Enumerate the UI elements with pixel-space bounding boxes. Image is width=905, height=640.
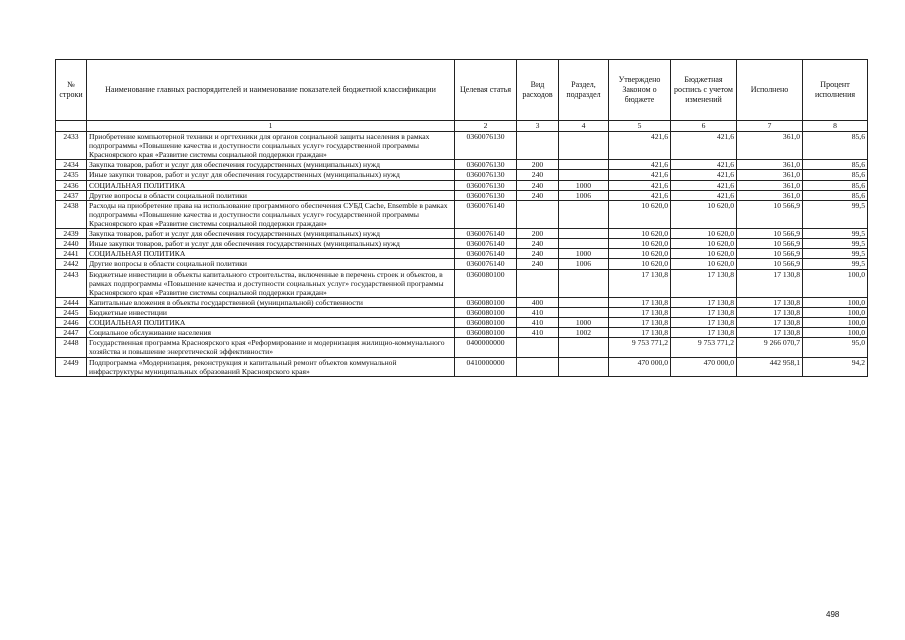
target-article-code: 0360080100 (455, 269, 517, 297)
row-number: 2444 (56, 297, 87, 307)
table-row (56, 249, 868, 259)
approved-amount: 10 620,0 (609, 200, 671, 228)
row-name: Иные закупки товаров, работ и услуг для обеспечения государственных (муниципальных) нужд (87, 239, 455, 249)
section-code: 1000 (559, 180, 609, 190)
budget-schedule-amount: 10 620,0 (671, 239, 737, 249)
executed-amount: 361,0 (737, 170, 803, 180)
header-percent: Процент исполнения (803, 60, 868, 121)
expense-type-code (517, 338, 559, 357)
execution-percent: 99,5 (803, 229, 868, 239)
budget-schedule-amount: 10 620,0 (671, 200, 737, 228)
row-number: 2446 (56, 318, 87, 328)
execution-percent: 100,0 (803, 297, 868, 307)
row-number: 2433 (56, 132, 87, 160)
executed-amount: 17 130,8 (737, 297, 803, 307)
row-name: Государственная программа Красноярского края «Реформирование и модернизация жилищно-коммунального хозяйства и повышение энергетической эффективности» (87, 338, 455, 357)
target-article-code: 0360080100 (455, 297, 517, 307)
budget-schedule-amount: 10 620,0 (671, 249, 737, 259)
table-row (56, 318, 868, 328)
executed-amount: 361,0 (737, 132, 803, 160)
approved-amount: 421,6 (609, 190, 671, 200)
target-article-code: 0360076130 (455, 180, 517, 190)
section-code (559, 307, 609, 317)
executed-amount: 361,0 (737, 190, 803, 200)
section-code (559, 297, 609, 307)
target-article-code: 0410000000 (455, 357, 517, 376)
execution-percent: 99,5 (803, 239, 868, 249)
header-expense-type: Вид расходов (517, 60, 559, 121)
row-number: 2440 (56, 239, 87, 249)
approved-amount: 10 620,0 (609, 239, 671, 249)
executed-amount: 9 266 070,7 (737, 338, 803, 357)
expense-type-code: 200 (517, 160, 559, 170)
target-article-code: 0400000000 (455, 338, 517, 357)
table-row (56, 269, 868, 297)
table-header-row (56, 60, 868, 121)
table-row (56, 180, 868, 190)
approved-amount: 17 130,8 (609, 269, 671, 297)
approved-amount: 10 620,0 (609, 229, 671, 239)
header-row-no: № строки (56, 60, 87, 121)
execution-percent: 100,0 (803, 318, 868, 328)
budget-schedule-amount: 17 130,8 (671, 318, 737, 328)
execution-percent: 100,0 (803, 307, 868, 317)
section-code: 1000 (559, 318, 609, 328)
budget-execution-table (55, 59, 868, 377)
target-article-code: 0360076140 (455, 200, 517, 228)
table-row (56, 160, 868, 170)
approved-amount: 17 130,8 (609, 318, 671, 328)
section-code (559, 132, 609, 160)
budget-schedule-amount: 10 620,0 (671, 259, 737, 269)
expense-type-code (517, 200, 559, 228)
header-executed: Исполнено (737, 60, 803, 121)
row-name: Бюджетные инвестиции в объекты капитального строительства, включенные в перечень строек и объектов, в рамках подпрограммы «Повышение качества и доступности социальных услуг» государственной программы Красноярского края «Развитие системы социальной поддержки граждан» (87, 269, 455, 297)
expense-type-code: 400 (517, 297, 559, 307)
execution-percent: 99,5 (803, 200, 868, 228)
executed-amount: 361,0 (737, 180, 803, 190)
section-code (559, 200, 609, 228)
column-number (56, 121, 87, 132)
row-name: СОЦИАЛЬНАЯ ПОЛИТИКА (87, 180, 455, 190)
budget-schedule-amount: 17 130,8 (671, 269, 737, 297)
table-row (56, 259, 868, 269)
target-article-code: 0360076140 (455, 249, 517, 259)
section-code (559, 170, 609, 180)
expense-type-code (517, 269, 559, 297)
target-article-code: 0360076140 (455, 239, 517, 249)
approved-amount: 17 130,8 (609, 297, 671, 307)
row-name: Расходы на приобретение права на использование программного обеспечения СУБД Cache, Ensemble в рамках подпрограммы «Повышение качества и доступности социальных услуг» государственной программы Красноярского края «Развитие системы социальной поддержки граждан» (87, 200, 455, 228)
execution-percent: 85,6 (803, 180, 868, 190)
execution-percent: 100,0 (803, 269, 868, 297)
execution-percent: 85,6 (803, 132, 868, 160)
header-section: Раздел, подраздел (559, 60, 609, 121)
row-name: Другие вопросы в области социальной политики (87, 190, 455, 200)
execution-percent: 99,5 (803, 259, 868, 269)
target-article-code: 0360076130 (455, 132, 517, 160)
target-article-code: 0360080100 (455, 307, 517, 317)
section-code (559, 229, 609, 239)
column-number: 8 (803, 121, 868, 132)
expense-type-code: 240 (517, 239, 559, 249)
table-row (56, 297, 868, 307)
approved-amount: 10 620,0 (609, 259, 671, 269)
page-number: 498 (826, 610, 840, 619)
expense-type-code: 410 (517, 307, 559, 317)
section-code (559, 357, 609, 376)
section-code: 1000 (559, 249, 609, 259)
column-number: 6 (671, 121, 737, 132)
table-row (56, 307, 868, 317)
table-row (56, 200, 868, 228)
header-target-article: Целевая статья (455, 60, 517, 121)
target-article-code: 0360076130 (455, 170, 517, 180)
section-code: 1006 (559, 190, 609, 200)
section-code (559, 239, 609, 249)
header-name: Наименование главных распорядителей и наименование показателей бюджетной классификации (87, 60, 455, 121)
row-name: СОЦИАЛЬНАЯ ПОЛИТИКА (87, 318, 455, 328)
target-article-code: 0360076140 (455, 259, 517, 269)
column-number: 5 (609, 121, 671, 132)
row-number: 2435 (56, 170, 87, 180)
row-number: 2443 (56, 269, 87, 297)
execution-percent: 94,2 (803, 357, 868, 376)
column-number-row (56, 121, 868, 132)
expense-type-code: 410 (517, 328, 559, 338)
row-number: 2436 (56, 180, 87, 190)
executed-amount: 361,0 (737, 160, 803, 170)
execution-percent: 100,0 (803, 328, 868, 338)
table-row (56, 338, 868, 357)
budget-schedule-amount: 17 130,8 (671, 328, 737, 338)
expense-type-code: 240 (517, 249, 559, 259)
executed-amount: 17 130,8 (737, 318, 803, 328)
execution-percent: 99,5 (803, 249, 868, 259)
expense-type-code: 240 (517, 259, 559, 269)
budget-schedule-amount: 17 130,8 (671, 297, 737, 307)
row-name: Подпрограмма «Модернизация, реконструкция и капитальный ремонт объектов коммунальной инфраструктуры муниципальных образований Красноярского края» (87, 357, 455, 376)
approved-amount: 9 753 771,2 (609, 338, 671, 357)
execution-percent: 85,6 (803, 190, 868, 200)
executed-amount: 10 566,9 (737, 200, 803, 228)
budget-schedule-amount: 10 620,0 (671, 229, 737, 239)
row-number: 2447 (56, 328, 87, 338)
approved-amount: 421,6 (609, 160, 671, 170)
target-article-code: 0360076140 (455, 229, 517, 239)
approved-amount: 17 130,8 (609, 307, 671, 317)
row-number: 2438 (56, 200, 87, 228)
approved-amount: 470 000,0 (609, 357, 671, 376)
section-code (559, 338, 609, 357)
approved-amount: 17 130,8 (609, 328, 671, 338)
section-code (559, 160, 609, 170)
table-row (56, 229, 868, 239)
row-name: Закупка товаров, работ и услуг для обеспечения государственных (муниципальных) нужд (87, 160, 455, 170)
column-number: 1 (87, 121, 455, 132)
expense-type-code: 240 (517, 180, 559, 190)
table-row (56, 190, 868, 200)
section-code: 1002 (559, 328, 609, 338)
target-article-code: 0360076130 (455, 160, 517, 170)
column-number: 4 (559, 121, 609, 132)
expense-type-code: 410 (517, 318, 559, 328)
executed-amount: 10 566,9 (737, 249, 803, 259)
expense-type-code: 240 (517, 190, 559, 200)
approved-amount: 421,6 (609, 180, 671, 190)
executed-amount: 17 130,8 (737, 307, 803, 317)
row-name: Приобретение компьютерной техники и оргтехники для органов социальной защиты населения в рамках подпрограммы «Повышение качества и доступности социальных услуг» государственной программы Красноярского края «Развитие системы социальной поддержки граждан» (87, 132, 455, 160)
row-number: 2441 (56, 249, 87, 259)
executed-amount: 10 566,9 (737, 259, 803, 269)
column-number: 2 (455, 121, 517, 132)
column-number: 7 (737, 121, 803, 132)
budget-schedule-amount: 421,6 (671, 132, 737, 160)
column-number: 3 (517, 121, 559, 132)
execution-percent: 95,0 (803, 338, 868, 357)
executed-amount: 10 566,9 (737, 229, 803, 239)
budget-schedule-amount: 421,6 (671, 180, 737, 190)
executed-amount: 17 130,8 (737, 269, 803, 297)
execution-percent: 85,6 (803, 160, 868, 170)
section-code: 1006 (559, 259, 609, 269)
table-row (56, 239, 868, 249)
table-row (56, 328, 868, 338)
budget-schedule-amount: 470 000,0 (671, 357, 737, 376)
expense-type-code (517, 357, 559, 376)
expense-type-code: 240 (517, 170, 559, 180)
executed-amount: 442 958,1 (737, 357, 803, 376)
header-budget-schedule: Бюджетная роспись с учетом изменений (671, 60, 737, 121)
budget-schedule-amount: 421,6 (671, 160, 737, 170)
row-name: Иные закупки товаров, работ и услуг для обеспечения государственных (муниципальных) нужд (87, 170, 455, 180)
row-number: 2448 (56, 338, 87, 357)
approved-amount: 421,6 (609, 132, 671, 160)
table-row (56, 357, 868, 376)
row-number: 2434 (56, 160, 87, 170)
target-article-code: 0360076130 (455, 190, 517, 200)
target-article-code: 0360080100 (455, 328, 517, 338)
table-row (56, 170, 868, 180)
approved-amount: 10 620,0 (609, 249, 671, 259)
row-number: 2437 (56, 190, 87, 200)
budget-schedule-amount: 17 130,8 (671, 307, 737, 317)
expense-type-code (517, 132, 559, 160)
executed-amount: 10 566,9 (737, 239, 803, 249)
row-number: 2449 (56, 357, 87, 376)
row-name: Другие вопросы в области социальной политики (87, 259, 455, 269)
expense-type-code: 200 (517, 229, 559, 239)
approved-amount: 421,6 (609, 170, 671, 180)
execution-percent: 85,6 (803, 170, 868, 180)
budget-schedule-amount: 421,6 (671, 190, 737, 200)
table-row (56, 132, 868, 160)
executed-amount: 17 130,8 (737, 328, 803, 338)
row-name: Социальное обслуживание населения (87, 328, 455, 338)
table-body (56, 132, 868, 377)
row-number: 2442 (56, 259, 87, 269)
row-number: 2445 (56, 307, 87, 317)
row-number: 2439 (56, 229, 87, 239)
header-approved: Утверждено Законом о бюджете (609, 60, 671, 121)
row-name: Бюджетные инвестиции (87, 307, 455, 317)
row-name: Капитальные вложения в объекты государственной (муниципальной) собственности (87, 297, 455, 307)
row-name: СОЦИАЛЬНАЯ ПОЛИТИКА (87, 249, 455, 259)
budget-schedule-amount: 421,6 (671, 170, 737, 180)
section-code (559, 269, 609, 297)
budget-schedule-amount: 9 753 771,2 (671, 338, 737, 357)
row-name: Закупка товаров, работ и услуг для обеспечения государственных (муниципальных) нужд (87, 229, 455, 239)
target-article-code: 0360080100 (455, 318, 517, 328)
